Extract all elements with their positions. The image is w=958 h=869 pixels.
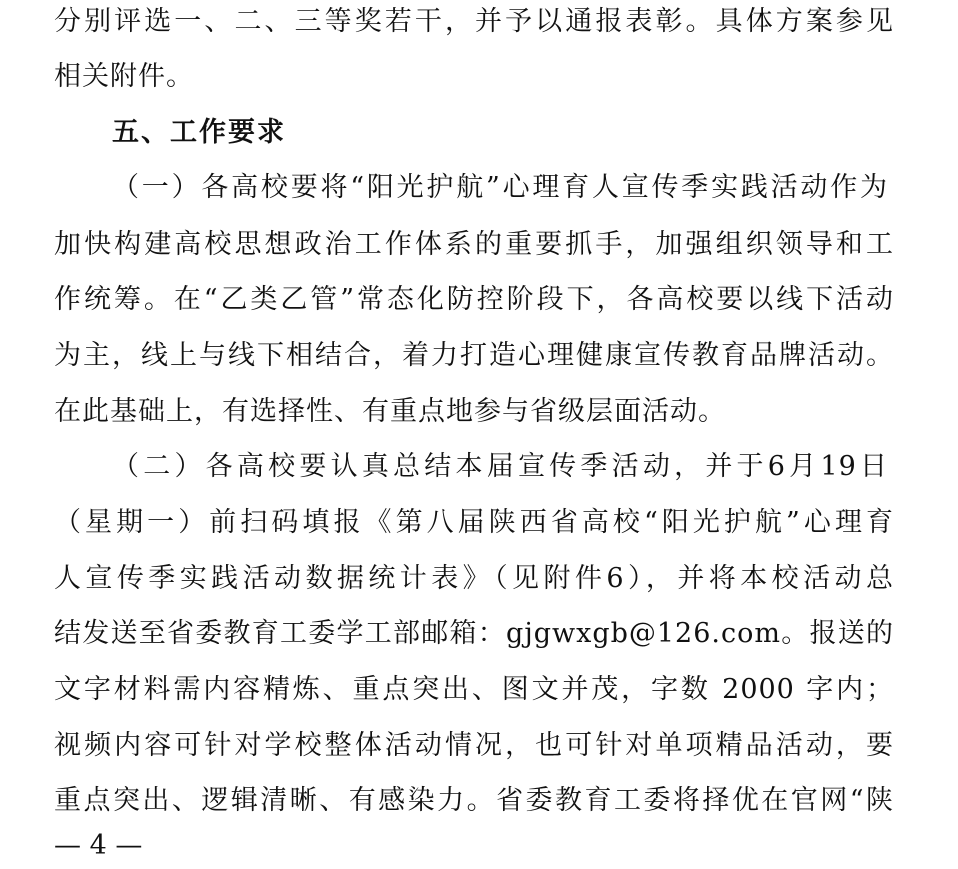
text-line-14: 视频内容可针对学校整体活动情况，也可针对单项精品活动，要: [54, 730, 894, 761]
text-line-11: 人宣传季实践活动数据统计表》（见附件6），并将本校活动总: [54, 563, 894, 594]
text-line-6: 作统筹。在“乙类乙管”常态化防控阶段下，各高校要以线下活动: [54, 284, 894, 315]
text-line-4: （一）各高校要将“阳光护航”心理育人宣传季实践活动作为: [112, 172, 888, 203]
text-line-7: 为主，线上与线下相结合，着力打造心理健康宣传教育品牌活动。: [54, 340, 894, 371]
page-number: — 4 —: [54, 830, 143, 861]
text-line-2: 相关附件。: [54, 61, 194, 92]
text-line-8: 在此基础上，有选择性、有重点地参与省级层面活动。: [54, 396, 726, 427]
text-line-15: 重点突出、逻辑清晰、有感染力。省委教育工委将择优在官网“陕: [54, 785, 894, 816]
section-heading: 五、工作要求: [112, 117, 286, 148]
text-line-5: 加快构建高校思想政治工作体系的重要抓手，加强组织领导和工: [54, 229, 894, 260]
text-line-13: 文字材料需内容精炼、重点突出、图文并茂，字数 2000 字内；: [54, 674, 894, 705]
text-line-1: 分别评选一、二、三等奖若干，并予以通报表彰。具体方案参见: [54, 6, 894, 37]
text-line-10: （星期一）前扫码填报《第八届陕西省高校“阳光护航”心理育: [54, 507, 894, 538]
text-line-12: 结发送至省委教育工委学工部邮箱：gjgwxgb@126.com。报送的: [54, 618, 894, 649]
text-line-9: （二）各高校要认真总结本届宣传季活动，并于6月19日: [112, 451, 888, 482]
